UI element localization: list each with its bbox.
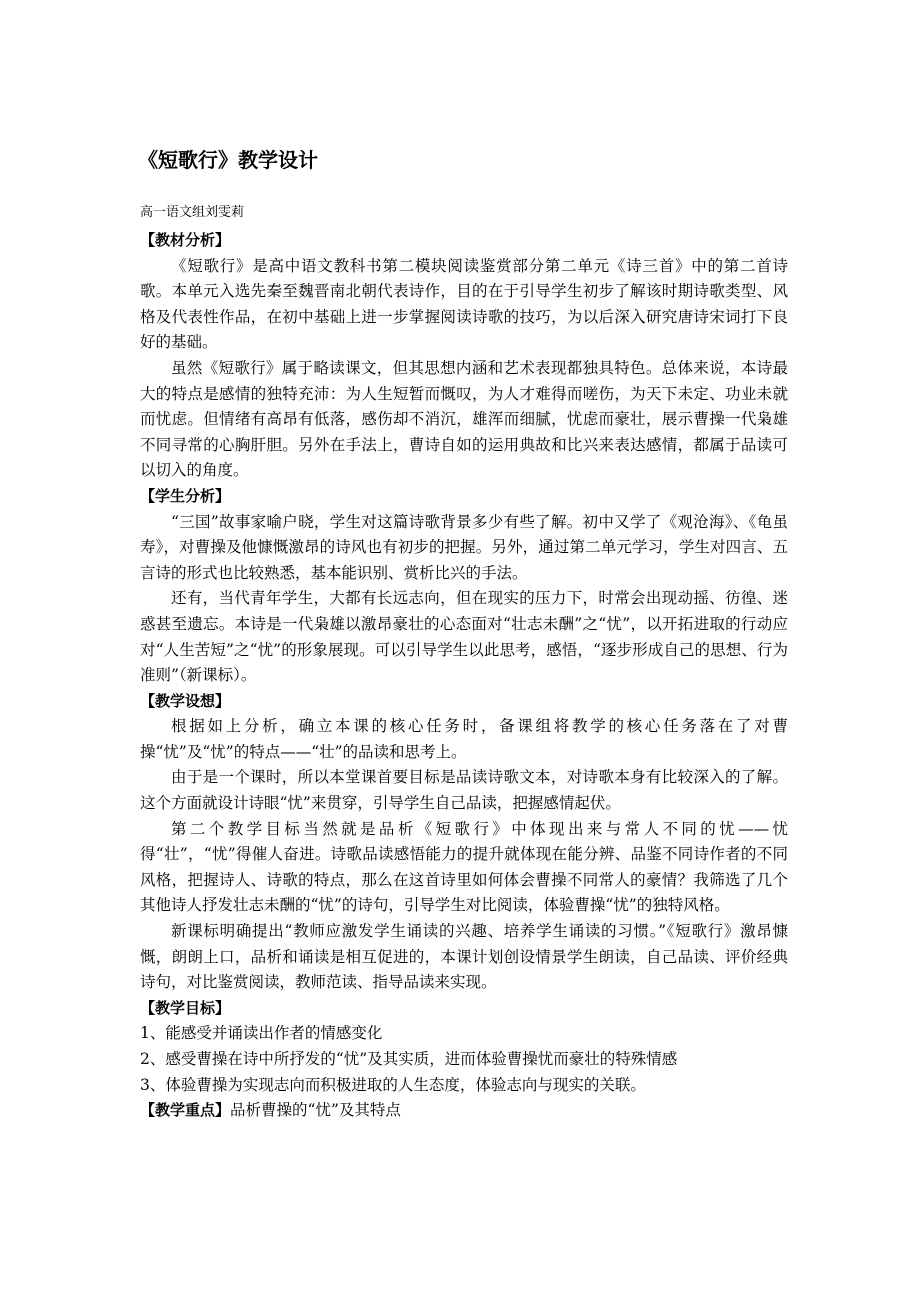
paragraph: 虽然《短歌行》属于略读课文，但其思想内涵和艺术表现都独具特色。总体来说，本诗最大的特点是感情的独特充沛：为人生短暂而慨叹，为人才难得而嗟伤，为天下未定、功业未就而忧虑。但情绪有高昂有低落，感伤却不消沉，雄浑而细腻，忧虑而豪壮，展示曹操一代枭雄不同寻常的心胸肝胆。另外在手法上，曹诗自如的运用典故和比兴来表达感情，都属于品读可以切入的角度。 <box>140 358 788 480</box>
goal-item: 2、感受曹操在诗中所抒发的“忧”及其实质，进而体验曹操忧而豪壮的特殊情感 <box>140 1050 678 1068</box>
section-heading-shexiang: 【教学设想】 <box>140 691 231 710</box>
paragraph: 新课标明确提出“教师应激发学生诵读的兴趣、培养学生诵读的习惯。”《短歌行》激昂慷慨，朗朗上口，品析和诵读是相互促进的，本课计划创设情景学生朗读，自己品读、评价经典诗句，对比鉴赏阅读，教师范读、指导品读来实现。 <box>140 922 788 992</box>
section-heading-zhongdian: 【教学重点】 <box>140 1101 231 1120</box>
paragraph: 还有，当代青年学生，大都有长远志向，但在现实的压力下，时常会出现动摇、彷徨、迷惑甚至遗忘。本诗是一代枭雄以激昂豪壮的心态面对“壮志未酬”之“忧”，以开拓进取的行动应对“人生苦短”之“忧”的形象展现。可以引导学生以此思考，感悟，“逐步形成自己的思想、行为准则”（新课标）。 <box>140 589 788 685</box>
key-point-text: 品析曹操的“忧”及其特点 <box>230 1101 401 1120</box>
key-point-line <box>140 1098 788 1124</box>
document-body <box>140 228 788 1124</box>
author-line: 高一语文组刘雯莉 <box>140 205 245 220</box>
goal-item: 3、体验曹操为实现志向而积极进取的人生态度，体验志向与现实的关联。 <box>140 1075 646 1094</box>
section-heading-mubiao: 【教学目标】 <box>140 998 231 1017</box>
paragraph: “三国”故事家喻户晓，学生对这篇诗歌背景多少有些了解。初中又学了《观沧海》、《龟虽寿》，对曹操及他慷慨激昂的诗风也有初步的把握。另外，通过第二单元学习，学生对四言、五言诗的形式也比较熟悉，基本能识别、赏析比兴的手法。 <box>140 512 788 582</box>
paragraph: 由于是一个课时，所以本堂课首要目标是品读诗歌文本，对诗歌本身有比较深入的了解。这个方面就设计诗眼“忧”来贯穿，引导学生自己品读，把握感情起伏。 <box>140 768 788 813</box>
paragraph: 根据如上分析，确立本课的核心任务时，备课组将教学的核心任务落在了对曹操“忧”及“忧”的特点——“壮”的品读和思考上。 <box>140 717 788 761</box>
goal-item: 1、能感受并诵读出作者的情感变化 <box>140 1024 383 1043</box>
paragraph: 《短歌行》是高中语文教科书第二模块阅读鉴赏部分第二单元《诗三首》中的第二首诗歌。本单元入选先秦至魏晋南北朝代表诗作，目的在于引导学生初步了解该时期诗歌类型、风格及代表性作品，在初中基础上进一步掌握阅读诗歌的技巧，为以后深入研究唐诗宋词打下良好的基础。 <box>140 256 788 352</box>
section-heading-jiaocai: 【教材分析】 <box>140 231 231 249</box>
paragraph: 第二个教学目标当然就是品析《短歌行》中体现出来与常人不同的忧——忧得“壮”，“忧”得催人奋进。诗歌品读感悟能力的提升就体现在能分辨、品鉴不同诗作者的不同风格，把握诗人、诗歌的特点，那么在这首诗里如何体会曹操不同常人的豪情？我筛选了几个其他诗人抒发壮志未酬的“忧”的诗句，引导学生对比阅读，体验曹操“忧”的独特风格。 <box>140 819 788 915</box>
section-heading-xuesheng: 【学生分析】 <box>140 486 231 505</box>
document-title: 《短歌行》教学设计 <box>138 148 318 172</box>
